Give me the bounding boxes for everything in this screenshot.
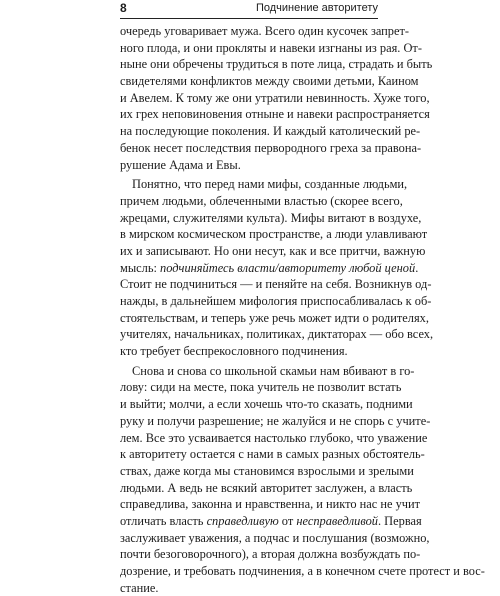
text-line [120,293,432,310]
text-segment: нажды, в дальнейшем мифология приспосабливалась к об- [120,294,432,308]
text-segment: в мирском космическом пространстве, а люди улавливают [120,227,428,242]
running-title: Подчинение авторитету [255,2,378,14]
text-segment: их грех неповиновения отныне и навеки распространяется [120,107,430,122]
text-line [120,580,378,596]
text-segment: . [415,260,419,275]
emphasized-text: подчиняйтесь власти/авторитету любой ценой [160,260,416,275]
body-text [120,23,485,596]
text-segment: свидетелями конфликтов между своими детьми, Каином [120,74,419,89]
text-line [120,210,422,227]
text-line [120,530,430,547]
running-head [120,0,378,19]
text-segment: лем. Все это усваивается настолько глубоко, что уважение [120,430,428,445]
text-segment: Стоит не подчиниться — и пеняйте на себя. Возникнув од- [120,277,432,292]
text-segment: ныне они обречены трудиться в поте лица, страдать и быть [120,57,433,72]
text-segment: дозрение, и требовать подчинения, а в конечном счете протест и вос- [120,564,485,578]
text-segment: . Первая [377,513,422,528]
text-line [120,546,421,563]
paragraph [120,23,433,173]
text-line [120,379,402,396]
text-segment: мысль: [120,260,161,275]
text-line [120,90,430,107]
text-line [120,480,413,497]
text-segment: справедлива, законна и нравственна, и никто нас не учит [120,497,421,512]
text-line [120,430,428,447]
text-line [120,446,425,463]
text-segment: кто требует беспрекословного подчинения. [120,344,348,359]
text-segment: причем людьми, облеченными властью (скорее всего, [120,193,403,208]
text-line [120,463,414,480]
text-line [120,310,429,327]
paragraph [120,363,485,596]
text-line [120,243,426,260]
text-segment: людьми. А ведь не всякий авторитет заслужен, а власть [120,480,413,495]
text-segment: Понятно, что перед нами мифы, созданные людьми, [132,177,408,192]
text-line [120,226,428,243]
text-line [120,326,434,343]
text-line [120,123,421,140]
text-segment: рушение Адама и Евы. [120,157,241,172]
text-line [120,40,422,57]
text-segment: на последующие поколения. И каждый католический ре- [120,124,421,139]
text-line [120,157,378,174]
text-segment: заслуживает уважения, а подчас и послушания (возможно, [120,530,430,545]
text-segment: и выйти; молчи, а если хочешь что-то сказать, подними [120,397,413,412]
text-line [120,413,431,430]
text-line [120,496,421,513]
paragraph [120,176,434,360]
text-line [120,396,413,413]
text-line [120,106,430,123]
text-line [120,363,415,380]
text-segment: их и записывают. Но они несут, как и все притчи, важную [120,243,426,258]
text-line [120,260,419,277]
text-line [120,56,433,73]
text-segment: стоятельствам, и теперь уже речь может идти о родителях, [120,310,429,325]
text-line [120,563,485,580]
text-segment: к авторитету остается с нами в самых разных обстоятель- [120,447,425,462]
text-segment: ного плода, и они прокляты и навеки изгнаны из рая. От- [120,40,422,55]
text-segment: лову: сиди на месте, пока учитель не позволит встать [120,380,402,395]
text-line [120,276,432,293]
text-line [120,23,410,40]
emphasized-text: несправедливой [296,513,378,528]
page-number: 8 [120,1,127,15]
text-segment: бенок несет последствия первородного греха за правона- [120,140,422,155]
text-line [120,73,419,90]
emphasized-text: справедливую [206,513,279,528]
text-segment: Снова и снова со школьной скамьи нам вбивают в го- [132,363,415,378]
text-segment: от [278,513,297,528]
text-line [120,176,408,193]
text-segment: отличать власть [120,513,207,528]
text-line [120,513,422,530]
text-segment: почти безоговорочного), а вторая должна возбуждать по- [120,547,421,562]
text-segment: очередь уговаривает мужа. Всего один кусочек запрет- [120,24,410,38]
text-segment: жрецами, служителями культа). Мифы витают в воздухе, [120,210,422,225]
text-line [120,140,422,157]
text-segment: стание. [120,580,159,595]
text-line [120,193,403,210]
text-segment: и Авелем. К тому же они утратили невинность. Хуже того, [120,90,430,105]
text-segment: учителях, начальниках, политиках, диктаторах — обо всех, [120,327,434,342]
text-segment: руку и получи разрешение; не жалуйся и не спорь с учите- [120,413,431,428]
text-line [120,343,378,360]
text-segment: ствах, даже когда мы становимся взрослыми и зрелыми [120,463,414,478]
